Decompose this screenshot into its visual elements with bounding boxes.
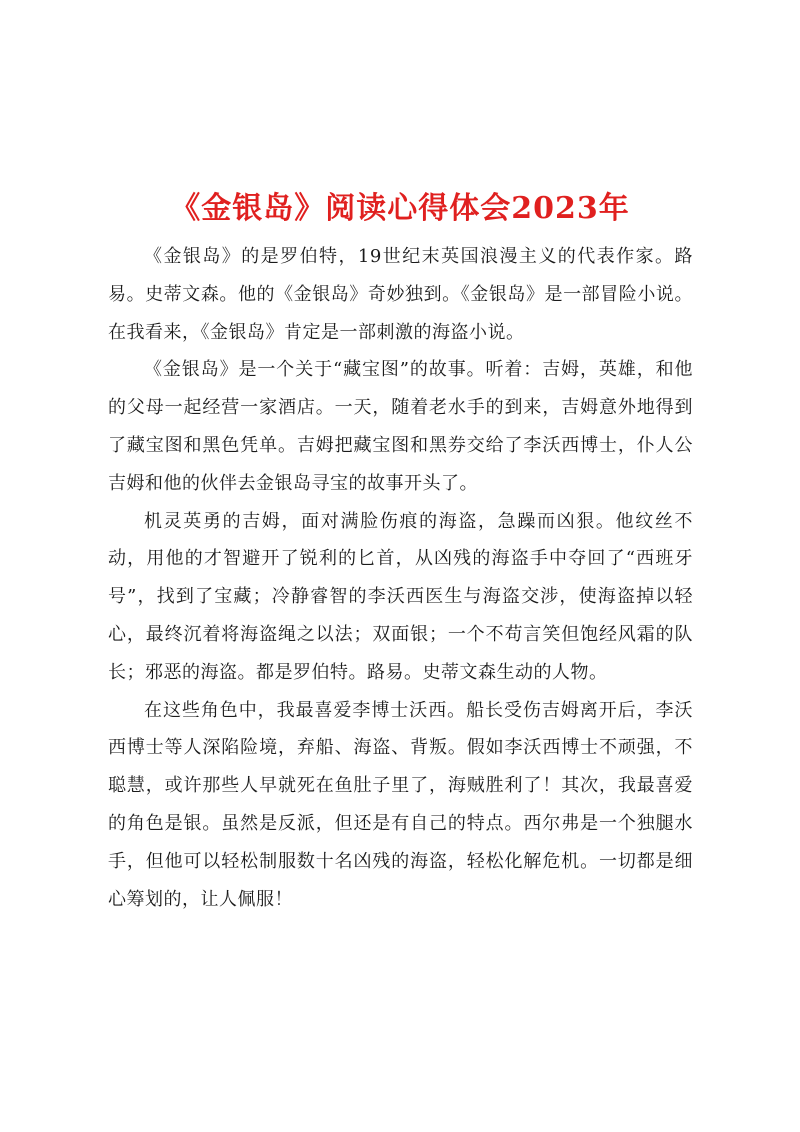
- paragraph-2: 《金银岛》是一个关于“藏宝图”的故事。听着：吉姆，英雄，和他的父母一起经营一家酒店。一天，随着老水手的到来，吉姆意外地得到了藏宝图和黑色凭单。吉姆把藏宝图和黑券交给了李沃西博士，仆人公吉姆和他的伙伴去金银岛寻宝的故事开头了。: [108, 359, 693, 494]
- paragraph-3: 机灵英勇的吉姆，面对满脸伤痕的海盗，急躁而凶狠。他纹丝不动，用他的才智避开了锐利的匕首，从凶残的海盗手中夺回了“西班牙号”，找到了宝藏；冷静睿智的李沃西医生与海盗交涉，使海盗掉以轻心，最终沉着将海盗绳之以法；双面银；一个不苟言笑但饱经风霜的队长；邪恶的海盗。都是罗伯特。路易。史蒂文森生动的人物。: [108, 510, 693, 683]
- document-body: [108, 238, 693, 918]
- paragraph-1: 《金银岛》的是罗伯特，19世纪末英国浪漫主义的代表作家。路易。史蒂文森。他的《金银岛》奇妙独到。《金银岛》是一部冒险小说。在我看来，《金银岛》肯定是一部刺激的海盗小说。: [108, 246, 693, 343]
- paragraph-4: 在这些角色中，我最喜爱李博士沃西。船长受伤吉姆离开后，李沃西博士等人深陷险境，弃船、海盗、背叛。假如李沃西博士不顽强，不聪慧，或许那些人早就死在鱼肚子里了，海贼胜利了！其次，我最喜爱的角色是银。虽然是反派，但还是有自己的特点。西尔弗是一个独腿水手，但他可以轻松制服数十名凶残的海盗，轻松化解危机。一切都是细心筹划的，让人佩服！: [108, 699, 693, 910]
- page-title: 《金银岛》阅读心得体会2023年: [170, 191, 630, 227]
